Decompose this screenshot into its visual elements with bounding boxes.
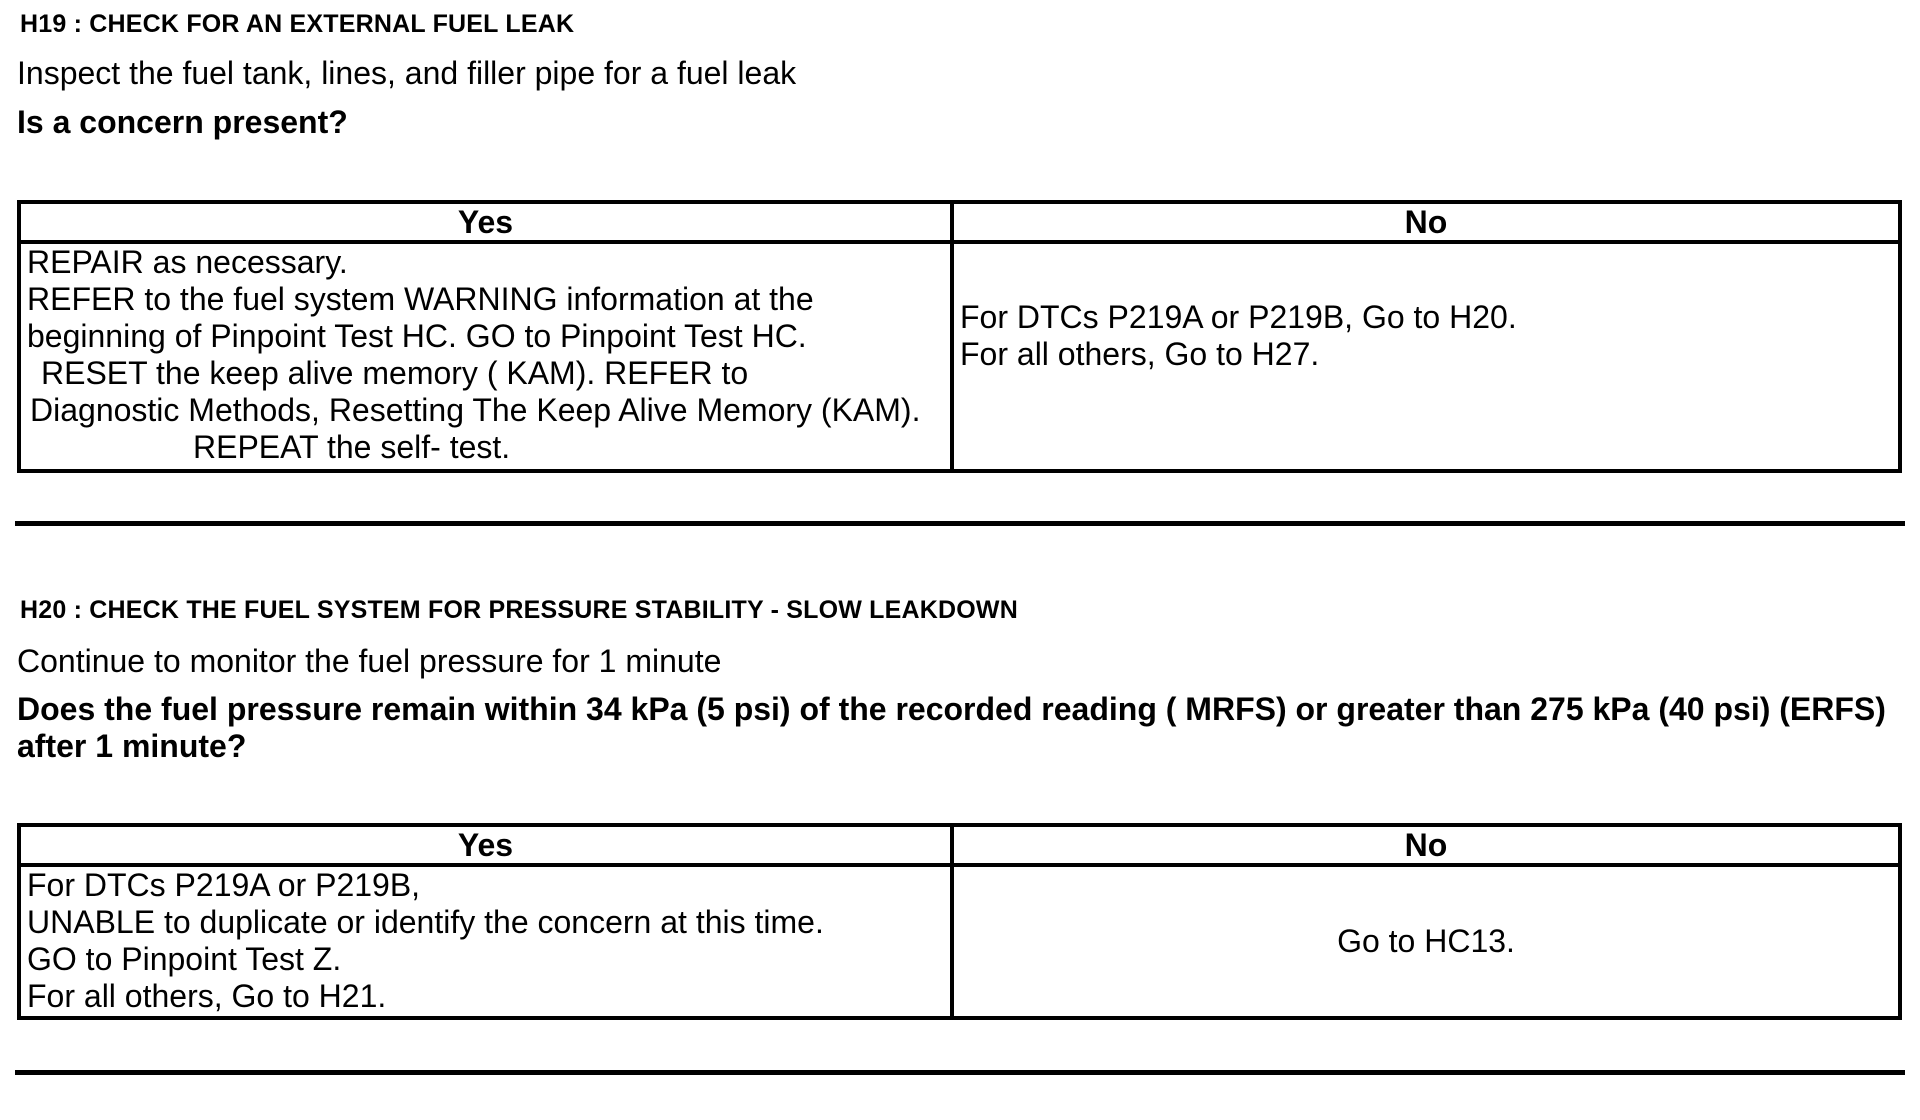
- yes-line: REFER to the fuel system WARNING information at the: [27, 281, 814, 317]
- no-header: No: [952, 202, 1900, 242]
- result-table-h20: [17, 823, 1902, 1020]
- step-instruction-h20: Continue to monitor the fuel pressure for 1 minute: [17, 643, 722, 679]
- no-line: For all others, Go to H27.: [960, 335, 1320, 372]
- yes-cell: [19, 242, 952, 471]
- yes-line: For all others, Go to H21.: [27, 978, 387, 1014]
- result-table-h19: [17, 200, 1902, 473]
- step-instruction-h19: Inspect the fuel tank, lines, and filler pipe for a fuel leak: [17, 55, 797, 91]
- yes-line: UNABLE to duplicate or identify the concern at this time.: [27, 904, 824, 940]
- section-divider: [15, 521, 1905, 526]
- yes-line: RESET the keep alive memory ( KAM). REFER to: [41, 355, 749, 391]
- yes-line: beginning of Pinpoint Test HC. GO to Pinpoint Test HC.: [27, 318, 807, 354]
- no-cell: [952, 242, 1900, 471]
- step-title-h20: H20 : CHECK THE FUEL SYSTEM FOR PRESSURE STABILITY - SLOW LEAKDOWN: [20, 596, 1018, 624]
- yes-line: REPAIR as necessary.: [27, 244, 348, 280]
- step-question-h20: Does the fuel pressure remain within 34 kPa (5 psi) of the recorded reading ( MRFS) or greater than 275 kPa (40 psi) (ERFS) after 1 minute?: [17, 691, 1886, 764]
- section-divider: [15, 1070, 1905, 1075]
- no-header: No: [952, 825, 1900, 865]
- no-cell: [952, 865, 1900, 1018]
- step-title-h19: H19 : CHECK FOR AN EXTERNAL FUEL LEAK: [20, 10, 575, 38]
- yes-cell: [19, 865, 952, 1018]
- yes-line: For DTCs P219A or P219B,: [27, 867, 421, 903]
- yes-line: REPEAT the self- test.: [193, 429, 511, 465]
- no-line: Go to HC13.: [1337, 923, 1515, 959]
- step-question-h19: Is a concern present?: [17, 104, 348, 140]
- yes-header: Yes: [19, 202, 952, 242]
- no-line: For DTCs P219A or P219B, Go to H20.: [960, 298, 1517, 335]
- yes-header: Yes: [19, 825, 952, 865]
- yes-line: Diagnostic Methods, Resetting The Keep Alive Memory (KAM).: [30, 392, 921, 428]
- yes-line: GO to Pinpoint Test Z.: [27, 941, 342, 977]
